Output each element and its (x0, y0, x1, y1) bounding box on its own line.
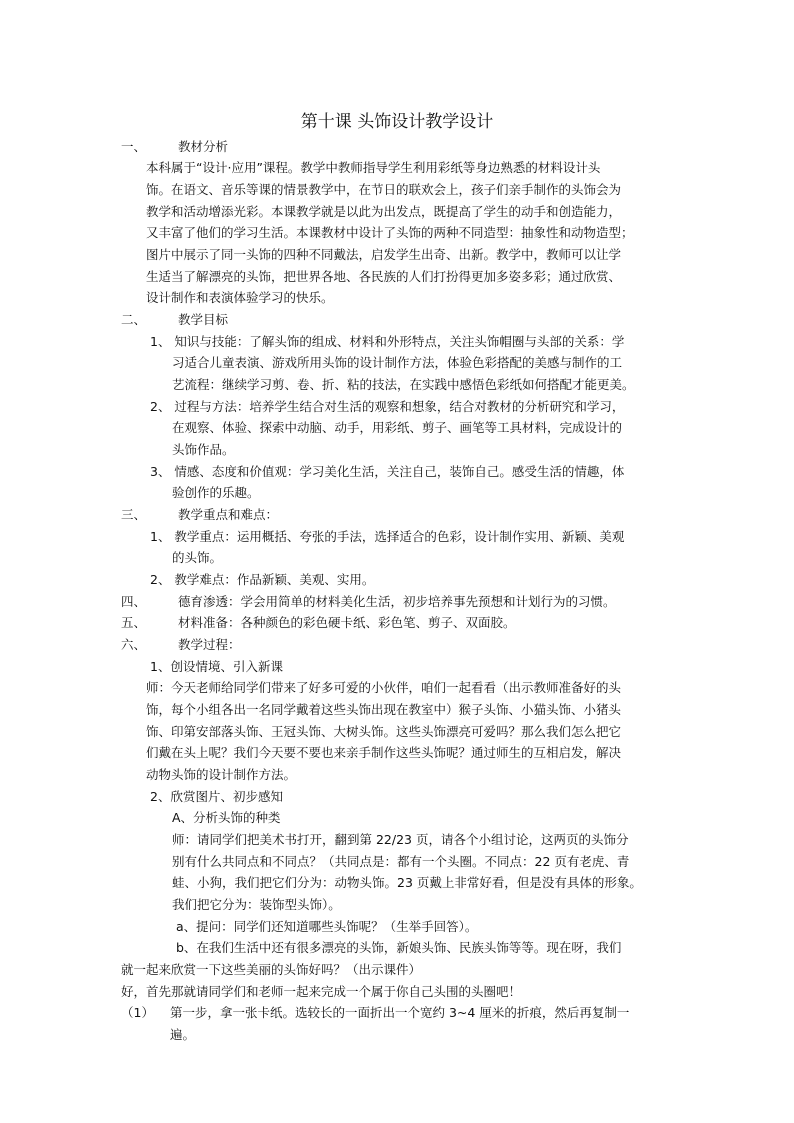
paragraph-line: 头饰作品。 (172, 442, 235, 457)
list-item: 2、 教学难点：作品新颖、美观、实用。 (150, 572, 375, 587)
list-item: 3、 情感、态度和价值观：学习美化生活，关注自己，装饰自己。感受生活的情趣，体 (150, 464, 625, 479)
paragraph-line: 遍。 (170, 1027, 196, 1042)
paragraph-line: 在观察、体验、探索中动脑、动手，用彩纸、剪子、画笔等工具材料，完成设计的 (172, 420, 623, 435)
paragraph-line: 饰。在语文、音乐等课的情景教学中，在节日的联欢会上，孩子们亲手制作的头饰会为 (146, 182, 622, 197)
list-item: b、在我们生活中还有很多漂亮的头饰，新娘头饰、民族头饰等等。现在呀，我们 (176, 940, 622, 955)
paragraph-line: 教学和活动增添光彩。本课教学就是以此为出发点，既提高了学生的动手和创造能力， (146, 204, 622, 219)
section-number: 三、 (121, 507, 147, 522)
section-heading: 德育渗透：学会用简单的材料美化生活，初步培养事先预想和计划行为的习惯。 (178, 594, 616, 609)
section-heading: 教学过程： (178, 637, 241, 652)
paragraph-line: 们戴在头上呢？我们今天要不要也来亲手制作这些头饰呢？通过师生的互相启发，解决 (146, 745, 622, 760)
paragraph-line: 动物头饰的设计制作方法。 (146, 767, 297, 782)
paragraph-line: 本科属于“设计·应用”课程。教学中教师指导学生利用彩纸等身边熟悉的材料设计头 (146, 160, 601, 175)
paragraph-line: 生适当了解漂亮的头饰，把世界各地、各民族的人们打扮得更加多姿多彩；通过欣赏、 (146, 269, 622, 284)
paragraph-line: 第一步，拿一张卡纸。选较长的一面折出一个宽约 3~4 厘米的折痕，然后再复制一 (170, 1005, 630, 1020)
paragraph-line: 别有什么共同点和不同点？（共同点是：都有一个头圈。不同点：22 页有老虎、青 (172, 854, 630, 869)
section-heading: 教学目标 (178, 312, 229, 327)
list-item: 2、欣赏图片、初步感知 (150, 789, 283, 804)
paragraph-line: 验创作的乐趣。 (172, 485, 260, 500)
paragraph-line: 饰、印第安部落头饰、王冠头饰、大树头饰。这些头饰漂亮可爱吗？那么我们怎么把它 (146, 724, 622, 739)
section-number: 二、 (121, 312, 147, 327)
section-heading: 教材分析 (178, 139, 229, 154)
paragraph-line: 又丰富了他们的学习生活。本课教材中设计了头饰的两种不同造型：抽象性和动物造型； (146, 225, 634, 240)
list-item: 2、 过程与方法：培养学生结合对生活的观察和想象，结合对教材的分析研究和学习， (150, 399, 625, 414)
paragraph-line: 图片中展示了同一头饰的四种不同戴法，启发学生出奇、出新。教学中，教师可以让学 (146, 247, 622, 262)
step-number: （1） (121, 1005, 154, 1020)
section-number: 五、 (121, 615, 147, 630)
section-heading: 材料准备：各种颜色的彩色硬卡纸、彩色笔、剪子、双面胶。 (178, 615, 516, 630)
section-number: 四、 (121, 594, 147, 609)
list-item: 1、 知识与技能：了解头饰的组成、材料和外形特点，关注头饰帽圈与头部的关系：学 (150, 334, 625, 349)
paragraph-line: 习适合儿童表演、游戏所用头饰的设计制作方法，体验色彩搭配的美感与制作的工 (172, 355, 623, 370)
paragraph-line: 就一起来欣赏一下这些美丽的头饰好吗？（出示课件） (121, 962, 422, 977)
section-number: 一、 (121, 139, 147, 154)
section-heading: 教学重点和难点： (178, 507, 279, 522)
paragraph-line: 蛙、小狗，我们把它们分为：动物头饰。23 页戴上非常好看，但是没有具体的形象。 (172, 875, 642, 890)
list-item: 1、 教学重点：运用概括、夸张的手法，选择适合的色彩，设计制作实用、新颖、美观 (150, 529, 625, 544)
list-item: A、分析头饰的种类 (172, 810, 281, 825)
section-number: 六、 (121, 637, 147, 652)
list-item: a、提问：同学们还知道哪些头饰呢？（生举手回答）。 (176, 919, 478, 934)
paragraph-line: 师：请同学们把美术书打开，翻到第 22/23 页，请各个小组讨论，这两页的头饰分 (172, 832, 629, 847)
paragraph-line: 艺流程：继续学习剪、卷、折、粘的技法，在实践中感悟色彩纸如何搭配才能更美。 (172, 377, 635, 392)
paragraph-line: 饰，每个小组各出一名同学戴着这些头饰出现在教室中）猴子头饰、小猫头饰、小猪头 (146, 702, 622, 717)
paragraph-line: 师：今天老师给同学们带来了好多可爱的小伙伴，咱们一起看看（出示教师准备好的头 (146, 680, 622, 695)
paragraph-line: 的头饰。 (172, 550, 223, 565)
paragraph-line: 好，首先那就请同学们和老师一起来完成一个属于你自己头围的头圈吧！ (121, 984, 522, 999)
paragraph-line: 设计制作和表演体验学习的快乐。 (146, 290, 334, 305)
paragraph-line: 我们把它分为：装饰型头饰）。 (172, 897, 341, 912)
list-item: 1、创设情境、引入新课 (150, 659, 283, 674)
page-title: 第十课 头饰设计教学设计 (300, 112, 494, 132)
